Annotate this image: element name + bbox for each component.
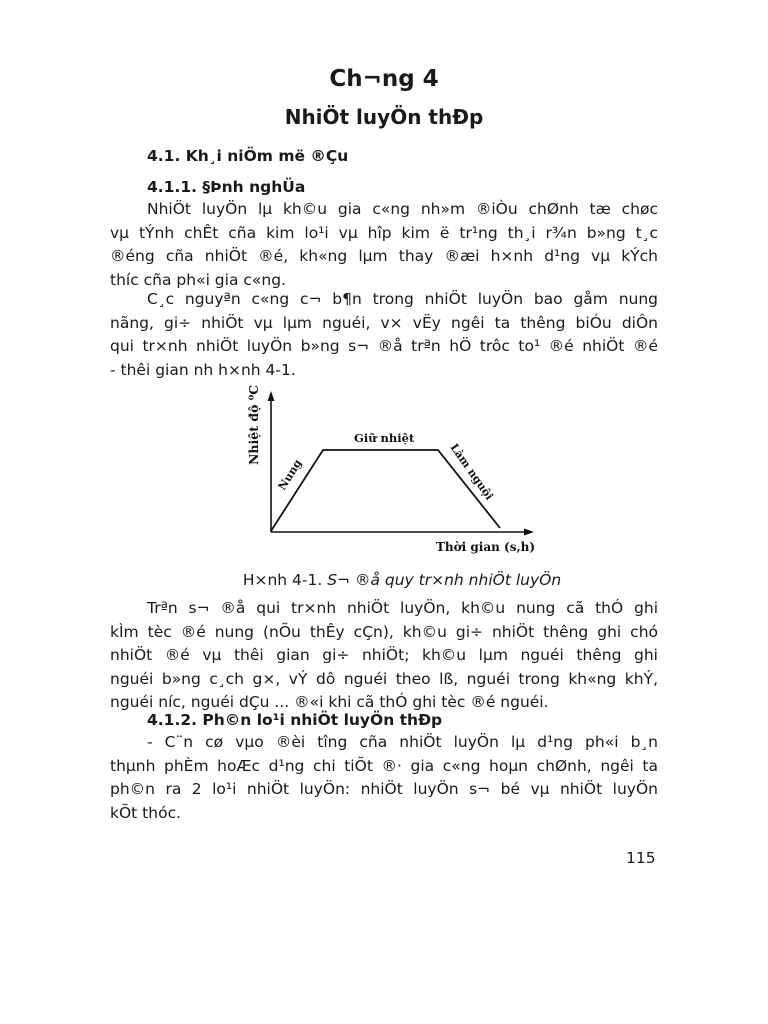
paragraph-line: - thêi gian nh h×nh 4-1.	[110, 360, 296, 379]
paragraph-line: nguéi b»ng c¸ch g×, vÝ dô nguéi theo lß, nguéi trong kh«ng khÝ,	[110, 669, 658, 688]
paragraph-diagram-explanation	[110, 597, 658, 715]
heat-treatment-diagram	[236, 385, 536, 560]
x-axis-label: Thời gian (s,h)	[436, 540, 536, 554]
paragraph-line: C¸c nguyªn c«ng c¬ b¶n trong nhiÖt luyÖn bao gåm nung	[147, 290, 658, 308]
paragraph-line: Trªn s¬ ®å qui tr×nh nhiÖt luyÖn, kh©u nung cã thÓ ghi	[147, 599, 658, 617]
paragraph-line: nãng, gi÷ nhiÖt vµ lµm nguéi, v× vËy ngêi ta thêng biÓu diÔn	[110, 313, 658, 332]
chapter-title: Ch¬ng 4	[329, 66, 439, 92]
caption-title: S¬ ®å quy tr×nh nhiÖt luyÖn	[327, 571, 562, 589]
paragraph-line: kÕt thóc.	[110, 803, 182, 822]
paragraph-line: vµ tÝnh chÊt cña kim lo¹i vµ hîp kim ë tr¹ng th¸i r¾n b»ng t¸c	[110, 223, 658, 242]
section-heading-4-1-1: 4.1.1. §Þnh nghÜa	[147, 178, 306, 196]
page-number: 115	[626, 849, 656, 867]
section-heading-4-1-2: 4.1.2. Ph©n lo¹i nhiÖt luyÖn thÐp	[147, 711, 443, 729]
paragraph-line: ®éng cña nhiÖt ®é, kh«ng lµm thay ®æi h×nh d¹ng vµ kÝch	[110, 247, 658, 265]
paragraph-line: - C¨n cø vµo ®èi tîng cña nhiÖt luyÖn lµ d¹ng ph«i b¸n	[147, 733, 658, 751]
paragraph-line: NhiÖt luyÖn lµ kh©u gia c«ng nh»m ®iÒu chØnh tæ chøc	[147, 200, 658, 218]
y-axis-label: Nhiệt độ ⁰C	[246, 385, 261, 465]
x-axis-arrow	[524, 529, 534, 536]
paragraph-operations	[110, 288, 658, 382]
paragraph-line: qui tr×nh nhiÖt luyÖn b»ng s¬ ®å trªn hÖ trôc to¹ ®é nhiÖt ®é	[110, 337, 658, 355]
paragraph-definition	[110, 198, 658, 292]
figure-caption	[0, 571, 768, 589]
chapter-subtitle: NhiÖt luyÖn thÐp	[284, 105, 484, 129]
section-heading-4-1: 4.1. Kh¸i niÖm më ®Çu	[147, 147, 349, 165]
stage-cooling-label: Làm nguội	[447, 441, 496, 503]
y-axis-arrow	[268, 391, 275, 401]
paragraph-line: thµnh phÈm hoÆc d¹ng chi tiÕt ®· gia c«ng hoµn chØnh, ngêi ta	[110, 756, 658, 775]
paragraph-line: nhiÖt ®é vµ thêi gian gi÷ nhiÖt; kh©u lµm nguéi thêng ghi	[110, 646, 658, 664]
stage-heating-label: Nung	[275, 457, 305, 493]
paragraph-line: nguéi níc, nguéi dÇu ... ®«i khi cã thÓ ghi tèc ®é nguéi.	[110, 693, 549, 711]
paragraph-line: thíc cña ph«i gia c«ng.	[110, 270, 286, 289]
stage-holding-label: Giữ nhiệt	[354, 431, 415, 445]
paragraph-line: ph©n ra 2 lo¹i nhiÖt luyÖn: nhiÖt luyÖn s¬ bé vµ nhiÖt luyÖn	[110, 780, 658, 798]
paragraph-classification	[110, 731, 658, 825]
caption-label: H×nh 4-1.	[242, 571, 328, 589]
paragraph-line: kÌm tèc ®é nung (nÕu thÊy cÇn), kh©u gi÷ nhiÖt thêng ghi chó	[110, 622, 658, 641]
